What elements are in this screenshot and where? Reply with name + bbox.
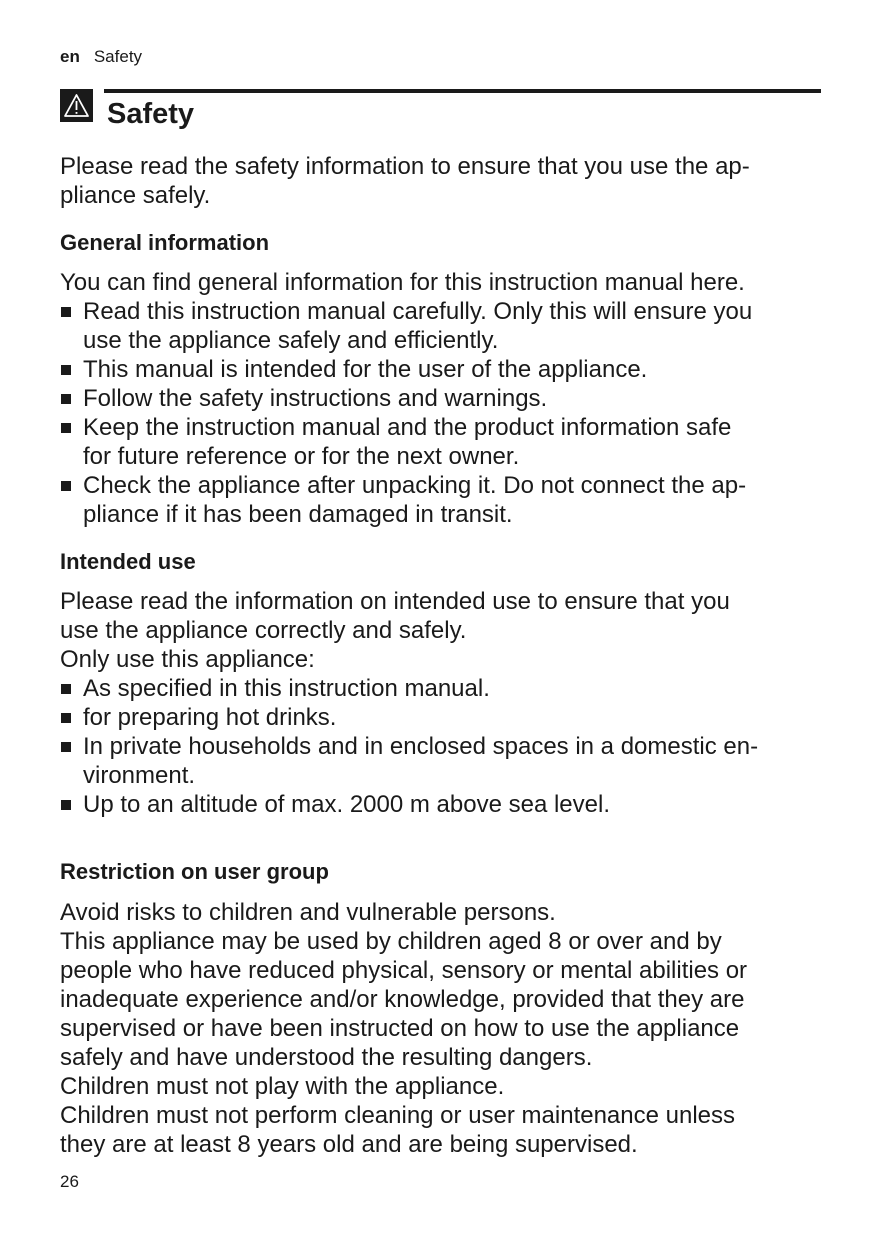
intended-intro [60, 587, 822, 674]
language-code: en [60, 47, 80, 66]
text-line: vironment. [83, 762, 196, 789]
list-item [60, 471, 822, 529]
section-heading-restriction: Restriction on user group [60, 859, 329, 884]
list-item [60, 790, 822, 819]
text-line: use the appliance correctly and safely. [60, 617, 467, 644]
restriction-paragraph [60, 898, 822, 1159]
text-line: Up to an altitude of max. 2000 m above sea level. [83, 791, 610, 818]
page-title: Safety [107, 98, 195, 130]
list-item [60, 384, 822, 413]
text-line: Please read the safety information to ensure that you use the ap- [60, 153, 750, 180]
running-header [60, 47, 142, 67]
text-line: pliance if it has been damaged in transit. [83, 501, 513, 528]
section-heading-general: General information [60, 230, 270, 255]
text-line: Children must not perform cleaning or user maintenance unless [60, 1102, 736, 1129]
text-line: Avoid risks to children and vulnerable persons. [60, 899, 556, 926]
text-line: people who have reduced physical, sensory or mental abilities or [60, 957, 748, 984]
list-item [60, 297, 822, 355]
general-list [60, 297, 822, 529]
intro-paragraph [60, 152, 822, 210]
text-line: Follow the safety instructions and warnings. [83, 385, 548, 412]
text-line: they are at least 8 years old and are being supervised. [60, 1131, 638, 1158]
text-line: This appliance may be used by children aged 8 or over and by [60, 928, 722, 955]
intended-list [60, 674, 822, 819]
list-item [60, 674, 822, 703]
warning-triangle-icon [60, 89, 93, 122]
header-section: Safety [93, 47, 143, 66]
text-line: inadequate experience and/or knowledge, provided that they are [60, 986, 745, 1013]
text-line: Children must not play with the appliance. [60, 1073, 505, 1100]
list-item [60, 703, 822, 732]
section-heading-intended-use: Intended use [60, 549, 196, 574]
text-line: As specified in this instruction manual. [83, 675, 490, 702]
text-line: This manual is intended for the user of the appliance. [83, 356, 648, 383]
text-line: Keep the instruction manual and the product information safe [83, 414, 732, 441]
text-line: Please read the information on intended use to ensure that you [60, 588, 730, 615]
text-line: safely and have understood the resulting dangers. [60, 1044, 593, 1071]
text-line: Check the appliance after unpacking it. Do not connect the ap- [83, 472, 747, 499]
text-line: In private households and in enclosed spaces in a domestic en- [83, 733, 759, 760]
page-number: 26 [60, 1172, 79, 1191]
text-line: pliance safely. [60, 182, 211, 209]
text-line: supervised or have been instructed on how to use the appliance [60, 1015, 740, 1042]
text-line: use the appliance safely and efficiently. [83, 327, 499, 354]
list-item [60, 732, 822, 790]
title-rule [104, 89, 821, 93]
text-line: for future reference or for the next owner. [83, 443, 520, 470]
general-intro: You can find general information for this instruction manual here. [60, 269, 745, 296]
safety-content [60, 152, 822, 1159]
text-line: Only use this appliance: [60, 646, 315, 673]
list-item [60, 355, 822, 384]
text-line: Read this instruction manual carefully. Only this will ensure you [83, 298, 753, 325]
list-item [60, 413, 822, 471]
text-line: for preparing hot drinks. [83, 704, 337, 731]
